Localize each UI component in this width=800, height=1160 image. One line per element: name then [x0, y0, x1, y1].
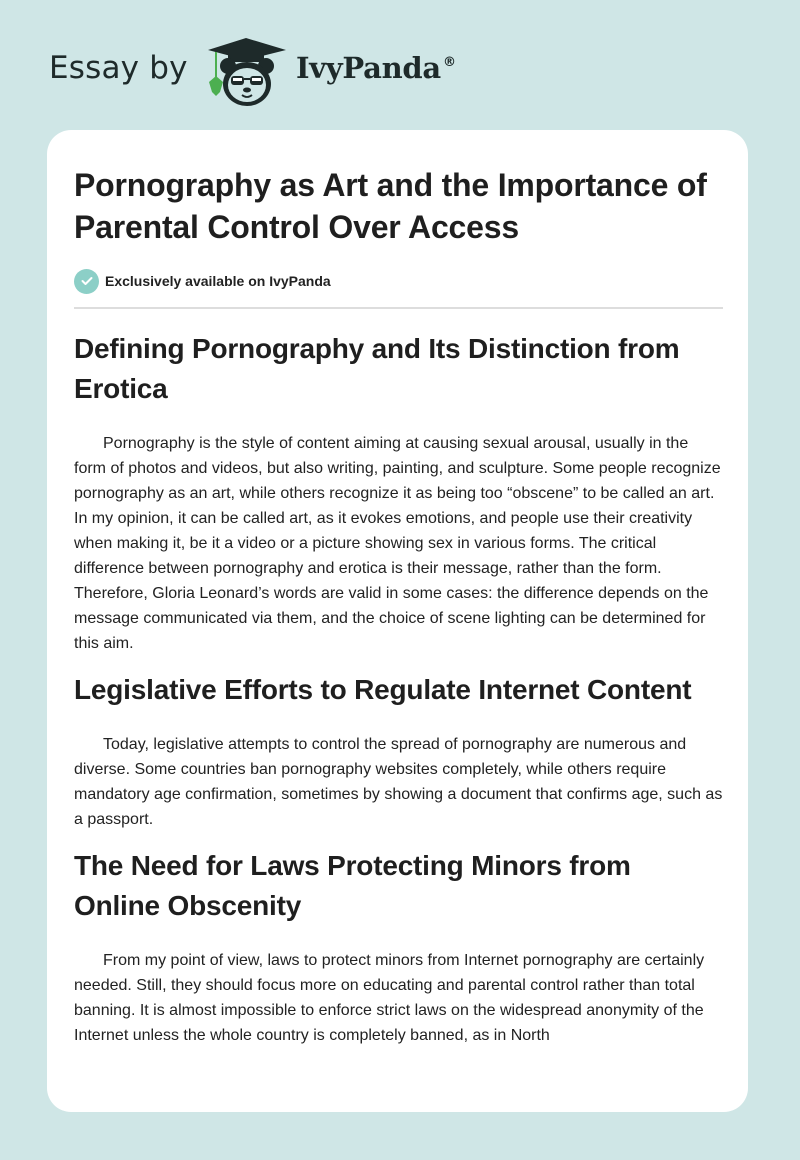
divider	[74, 307, 723, 309]
section-paragraph-defining: Pornography is the style of content aiming at causing sexual arousal, usually in the form of photos and videos, but also writing, painting, and sculpture. Some people recognize pornography as an art, while others recognize it as being too “obscene” to be called an art. In my opinion, it can be called art, as it evokes emotions, and people use their creativity when making it, be it a video or a picture showing sex in various forms. The critical difference between pornography and erotica is their message, rather than the form. Therefore, Gloria Leonard’s words are valid in some cases: the difference depends on the message communicated via them, and the choice of scene lighting can be determined for this aim.	[74, 435, 721, 652]
panda-graduation-cap-icon[interactable]	[200, 36, 292, 108]
essay-by-label: Essay by	[49, 50, 188, 86]
exclusive-badge	[74, 268, 724, 294]
check-circle-icon	[74, 269, 99, 294]
page-title: Pornography as Art and the Importance of Parental Control Over Access	[74, 167, 707, 245]
section-paragraph-minors: From my point of view, laws to protect minors from Internet pornography are certainly needed. Still, they should focus more on educating and parental control rather than total banning. It is almost impossible to enforce strict laws on the widespread anonymity of the Internet unless the whole country is completely banned, as in North	[74, 952, 705, 1044]
registered-mark: ®	[443, 55, 456, 70]
section-heading-defining: Defining Pornography and Its Distinction from Erotica	[74, 333, 680, 404]
essay-content	[74, 164, 724, 1048]
section-heading-minors: The Need for Laws Protecting Minors from Online Obscenity	[74, 850, 631, 921]
site-header	[0, 0, 800, 130]
exclusive-badge-text: Exclusively available on IvyPanda	[105, 273, 331, 289]
brand-name[interactable]: IvyPanda	[296, 51, 441, 85]
essay-card	[47, 130, 748, 1112]
section-paragraph-legislative: Today, legislative attempts to control the spread of pornography are numerous and diverse. Some countries ban pornography websites completely, while others require mandatory age confirmation, sometimes by showing a document that confirms age, such as a passport.	[74, 736, 723, 828]
section-heading-legislative: Legislative Efforts to Regulate Internet Content	[74, 674, 692, 705]
